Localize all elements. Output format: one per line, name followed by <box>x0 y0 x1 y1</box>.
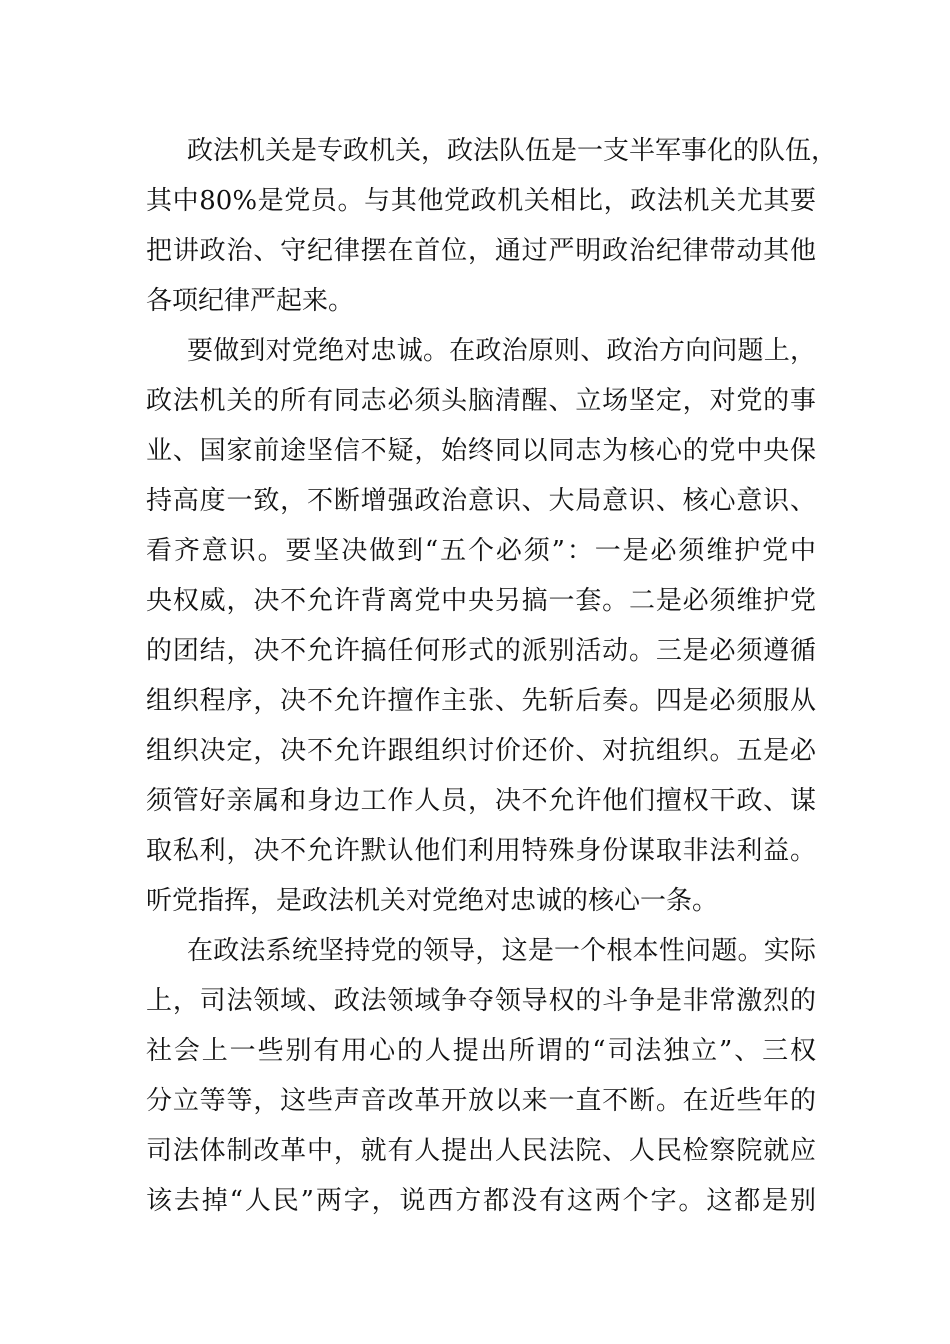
text-line: 要做到对党绝对忠诚。在政治原则、政治方向问题上， <box>187 336 816 366</box>
text-line: 上，司法领域、政法领域争夺领导权的斗争是非常激烈的 <box>146 986 816 1016</box>
text-line: 在政法系统坚持党的领导，这是一个根本性问题。实际 <box>187 936 816 966</box>
text-line: 各项纪律严起来。 <box>146 286 355 316</box>
text-line: 该去掉“人民”两字，说西方都没有这两个字。这都是别 <box>146 1186 816 1216</box>
text-line: 看齐意识。要坚决做到“五个必须”：一是必须维护党中 <box>146 536 816 566</box>
text-line: 须管好亲属和身边工作人员，决不允许他们擅权干政、谋 <box>146 786 816 816</box>
text-line: 听党指挥，是政法机关对党绝对忠诚的核心一条。 <box>146 886 719 916</box>
text-line: 的团结，决不允许搞任何形式的派别活动。三是必须遵循 <box>146 636 816 666</box>
text-line: 政法机关是专政机关，政法队伍是一支半军事化的队伍， <box>187 136 838 166</box>
text-line: 组织程序，决不允许擅作主张、先斩后奏。四是必须服从 <box>146 686 816 716</box>
text-line: 取私利，决不允许默认他们利用特殊身份谋取非法利益。 <box>146 836 816 866</box>
text-line: 分立等等，这些声音改革开放以来一直不断。在近些年的 <box>146 1086 816 1116</box>
text-line: 业、国家前途坚信不疑，始终同以同志为核心的党中央保 <box>146 436 816 466</box>
text-line: 司法体制改革中，就有人提出人民法院、人民检察院就应 <box>146 1136 816 1166</box>
text-line: 社会上一些别有用心的人提出所谓的“司法独立”、三权 <box>146 1036 816 1066</box>
text-line: 把讲政治、守纪律摆在首位，通过严明政治纪律带动其他 <box>146 236 816 266</box>
text-line: 央权威，决不允许背离党中央另搞一套。二是必须维护党 <box>146 586 816 616</box>
text-line: 持高度一致，不断增强政治意识、大局意识、核心意识、 <box>146 486 816 516</box>
text-line: 其中80%是党员。与其他党政机关相比，政法机关尤其要 <box>146 186 816 216</box>
text-line: 组织决定，决不允许跟组织讨价还价、对抗组织。五是必 <box>146 736 816 766</box>
text-line: 政法机关的所有同志必须头脑清醒、立场坚定，对党的事 <box>146 386 816 416</box>
